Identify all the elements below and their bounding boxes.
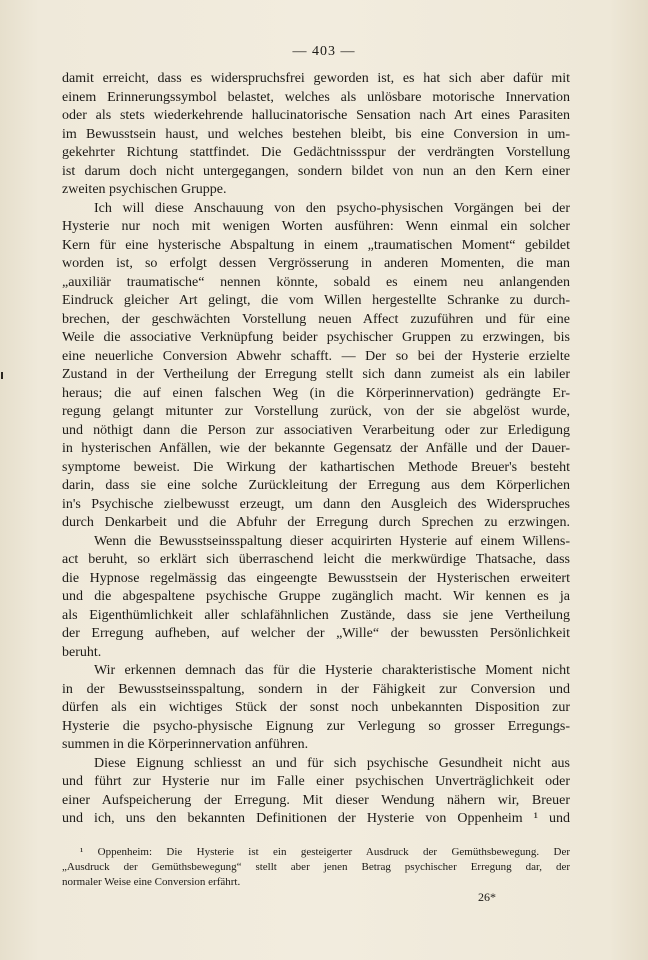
text-line: in hysterischen Anfällen, wie der bekannte Gegensatz der Anfälle und der Dauer-: [62, 441, 570, 456]
text-line: Eindruck gleicher Art gelingt, die vom Willen hergestellte Schranke zu durch-: [62, 293, 570, 308]
footnotes: [62, 845, 570, 890]
footnote-line: „Ausdruck der Gemüthsbewegung“ stellt aber jenen Betrag psychischer Erregung dar, der: [62, 861, 570, 873]
text-line: Kern für eine hysterische Abspaltung in einem „traumatischen Moment“ gebildet: [62, 237, 570, 253]
text-line: Hysterie die psycho-physische Eignung zur Verlegung so grosser Erregungs-: [62, 718, 570, 734]
text-line: Ich will diese Anschauung von den psycho-physischen Vorgängen bei der: [94, 200, 570, 216]
text-line: darin, dass sie eine solche Zurückleitung der Erregung aus dem Körperlichen: [62, 478, 570, 493]
text-line: summen in die Körperinnervation anführen.: [62, 737, 309, 752]
text-line: Weile die associative Verknüpfung beider psychischer Gruppen zu erzwingen, bis: [62, 330, 570, 345]
text-line: brechen, der geschwächten Vorstellung neuen Affect zuzuführen und für eine: [62, 311, 570, 327]
text-line: Wir erkennen demnach das für die Hysterie charakteristische Moment nicht: [94, 663, 570, 678]
text-line: und führt zur Hysterie nur im Falle einer psychischen Unverträglichkeit oder: [62, 774, 570, 789]
text-line: Zustand in der Vertheilung der Erregung stellt sich dann zumeist als ein labiler: [62, 367, 570, 382]
footnote-line: ¹ Oppenheim: Die Hysterie ist ein gesteigerter Ausdruck der Gemüthsbewegung. Der: [80, 846, 570, 858]
text-line: als Eigenthümlichkeit aller schlafähnlichen Zustände, dass sie jene Vertheilung: [62, 607, 570, 623]
text-line: einem Erinnerungssymbol belastet, welches als unlösbare motorische Innervation: [62, 89, 570, 105]
text-line: eine neuerliche Conversion Abwehr schafft. — Der so bei der Hysterie erzielte: [62, 348, 570, 364]
text-line: worden ist, so erfolgt dessen Vergrösserung in anderen Momenten, die man: [62, 256, 570, 271]
text-line: und die abgespaltene psychische Gruppe zugänglich macht. Wir kennen es ja: [62, 589, 570, 604]
text-line: oder als stets wiederkehrende hallucinatorische Sensation nach Art eines Parasiten: [62, 108, 570, 123]
text-line: Diese Eignung schliesst an und für sich psychische Gesundheit nicht aus: [94, 755, 570, 771]
text-line: einer Aufspeicherung der Erregung. Mit dieser Wendung nähern wir, Breuer: [62, 792, 570, 808]
text-line: gekehrter Richtung stattfindet. Die Gedächtnissspur der verdrängten Vorstellung: [62, 145, 570, 160]
text-line: symptome beweist. Die Wirkung der kathartischen Methode Breuer's besteht: [62, 459, 570, 475]
text-line: ist darum doch nicht untergegangen, sondern bildet von nun an den Kern einer: [62, 163, 570, 179]
text-line: act beruht, so erklärt sich überraschend leicht die merkwürdige Thatsache, dass: [62, 552, 570, 567]
page-number-header: — 403 —: [292, 44, 356, 59]
footnote-line: normaler Weise eine Conversion erfährt.: [62, 876, 241, 888]
signature-mark: 26*: [478, 890, 496, 904]
text-line: in der Bewusstseinsspaltung, sondern in der Fähigkeit zur Conversion und: [62, 681, 570, 697]
text-line: durch Denkarbeit und die Abfuhr der Erregung durch Sprechen zu erzwingen.: [62, 515, 570, 530]
text-line: beruht.: [62, 644, 102, 660]
text-line: „auxiliär traumatische“ nennen könnte, sobald es einem neu anlangenden: [62, 274, 570, 290]
text-line: heraus; die auf einen falschen Weg (in die Körperinnervation) gedrängte Er-: [62, 385, 570, 401]
body-text: [62, 70, 570, 829]
text-line: in's Psychische zielbewusst erzeugt, um dann den Ausgleich des Widerspruches: [62, 496, 570, 512]
text-line: der Erregung aufheben, auf welcher der „Wille“ der bewussten Persönlichkeit: [62, 626, 570, 641]
text-line: dürfen als ein wichtiges Stück der sonst noch unbekannten Disposition zur: [62, 700, 570, 715]
text-line: Hysterie nur noch mit wenigen Worten ausführen: Wenn einmal ein solcher: [62, 219, 570, 234]
text-line: und ich, uns den bekannten Definitionen der Hysterie von Oppenheim ¹ und: [62, 811, 570, 826]
text-line: im Bewusstsein haust, und welches bestehen bleibt, bis eine Conversion in um-: [62, 126, 570, 142]
text-line: regung gelangt mitunter zur Vorstellung zurück, von der sie abgelöst wurde,: [62, 404, 570, 419]
text-line: damit erreicht, dass es widerspruchsfrei geworden ist, es hat sich aber dafür mit: [62, 71, 570, 86]
text-line: und nöthigt dann die Person zur associativen Verarbeitung oder zur Erledigung: [62, 422, 570, 438]
text-line: die Hypnose regelmässig das eingeengte Bewusstsein der Hysterischen erweitert: [62, 570, 570, 586]
text-line: zweiten psychischen Gruppe.: [62, 182, 227, 197]
text-line: Wenn die Bewusstseinsspaltung dieser acquirirten Hysterie auf einem Willens-: [94, 533, 570, 549]
margin-mark: [1, 372, 3, 379]
